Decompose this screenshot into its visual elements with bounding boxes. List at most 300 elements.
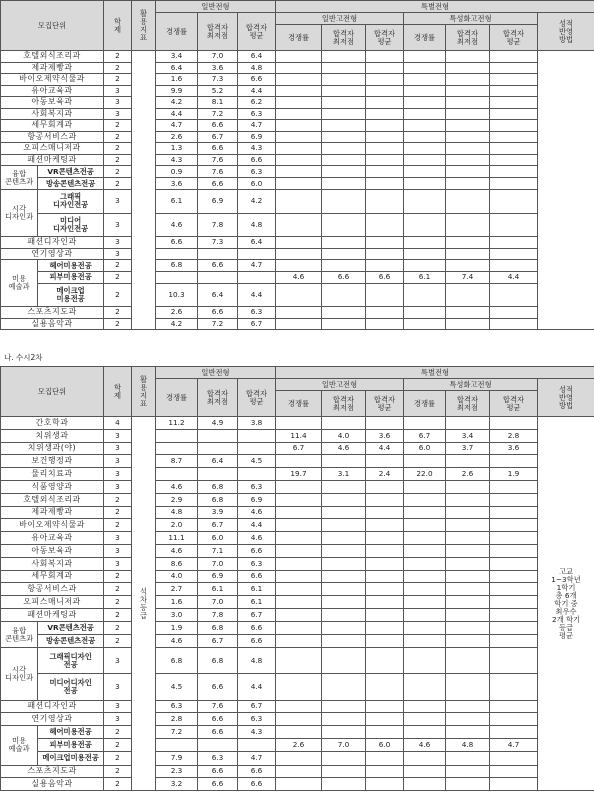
grade-cell: 2 [104,596,132,609]
value-cell [276,752,322,765]
value-cell [366,213,404,237]
value-cell [446,417,490,430]
value-cell [446,154,490,166]
value-cell [276,621,322,634]
table-row [1,455,594,468]
header-comp: 경쟁률 [404,25,446,51]
header-grade: 학 제 [104,1,132,51]
group-name: 융합 콘텐츠과 [1,166,38,189]
value-cell: 4.0 [322,429,366,442]
value-cell [322,765,366,778]
value-cell [490,62,538,74]
value-cell [366,307,404,319]
unit-name: VR콘텐츠전공 [38,166,103,178]
value-cell [404,480,446,493]
value-cell [404,178,446,190]
value-cell: 6.7 [198,635,238,648]
value-cell: 6.6 [238,570,276,583]
unit-name: 패션디자인과 [1,700,104,713]
value-cell [490,237,538,249]
unit-name: 실용음악과 [1,318,104,330]
value-cell [446,166,490,178]
value-cell: 4.3 [238,143,276,155]
value-cell: 0.9 [156,166,198,178]
value-cell [322,166,366,178]
value-cell [490,648,538,674]
table-row [1,544,594,557]
value-cell: 7.8 [198,213,238,237]
value-cell [446,97,490,109]
value-cell [404,493,446,506]
table-row [1,260,594,272]
table-row [1,713,594,726]
value-cell [404,648,446,674]
header-general: 일반전형 [156,1,276,13]
value-cell: 6.6 [238,544,276,557]
value-cell [404,283,446,307]
table-row [1,237,594,249]
value-cell: 4.4 [238,519,276,532]
value-cell: 6.6 [198,120,238,132]
value-cell [156,271,198,283]
value-cell [446,519,490,532]
unit-name: 방송콘텐츠전공 [38,635,103,648]
value-cell [322,752,366,765]
value-cell [366,455,404,468]
value-cell [322,74,366,86]
value-cell: 6.7 [238,318,276,330]
value-cell [156,468,198,481]
value-cell [366,248,404,260]
value-cell [446,62,490,74]
unit-name: 오피스매니저과 [1,596,104,609]
value-cell: 6.6 [156,237,198,249]
header-min: 합격자 최저점 [446,391,490,417]
value-cell: 3.7 [446,442,490,455]
section-title: 나. 수시2차 [4,353,43,362]
value-cell [366,108,404,120]
header-comp: 경쟁률 [276,25,322,51]
value-cell: 6.9 [198,190,238,214]
value-cell: 4.6 [156,544,198,557]
value-cell: 4.2 [156,97,198,109]
value-cell: 4.7 [238,260,276,272]
grade-cell: 2 [104,283,132,307]
value-cell [490,674,538,700]
table-row [1,596,594,609]
value-cell [366,544,404,557]
unit-group-block [1,190,104,237]
unit-name: 그래픽 디자인전공 [38,190,103,213]
value-cell: 7.2 [198,108,238,120]
index-cell [132,51,156,330]
unit-group-block [1,166,104,190]
unit-name: 치위생과(야) [1,442,104,455]
value-cell: 6.6 [198,713,238,726]
value-cell [366,506,404,519]
value-cell: 4.4 [238,283,276,307]
value-cell: 6.8 [156,260,198,272]
value-cell [322,178,366,190]
value-cell [156,248,198,260]
grade-cell: 3 [104,544,132,557]
value-cell: 11.1 [156,532,198,545]
header-min: 합격자 최저점 [198,379,238,417]
group-name: 미용 예술과 [1,260,38,306]
value-cell [322,621,366,634]
value-cell: 3.6 [490,442,538,455]
value-cell [322,544,366,557]
unit-name: 호텔외식조리과 [1,51,104,63]
value-cell: 4.8 [446,739,490,752]
value-cell: 22.0 [404,468,446,481]
table-row [1,442,594,455]
table-row [1,307,594,319]
table-row [1,532,594,545]
grade-cell: 2 [104,726,132,739]
header-index: 활 용 지 표 [132,367,156,417]
value-cell: 6.1 [198,583,238,596]
value-cell: 3.4 [446,429,490,442]
value-cell [404,307,446,319]
value-cell: 4.4 [156,108,198,120]
value-cell: 5.2 [198,85,238,97]
value-cell [404,557,446,570]
value-cell [446,700,490,713]
value-cell [490,417,538,430]
unit-name: 연기영상과 [1,713,104,726]
value-cell [490,120,538,132]
grade-cell: 2 [104,178,132,190]
value-cell: 7.2 [156,726,198,739]
value-cell [276,480,322,493]
value-cell: 3.0 [156,608,198,621]
value-cell [404,108,446,120]
value-cell: 6.6 [198,765,238,778]
value-cell: 6.6 [238,765,276,778]
value-cell [276,417,322,430]
value-cell: 6.4 [238,237,276,249]
value-cell [446,455,490,468]
value-cell: 6.9 [238,493,276,506]
value-cell: 2.6 [276,739,322,752]
grade-cell: 3 [104,532,132,545]
value-cell: 6.3 [238,557,276,570]
value-cell: 6.1 [404,271,446,283]
grade-cell: 3 [104,557,132,570]
value-cell: 6.6 [238,778,276,791]
value-cell [276,700,322,713]
grade-cell: 3 [104,429,132,442]
value-cell: 7.0 [198,596,238,609]
value-cell: 6.3 [156,700,198,713]
value-cell: 10.3 [156,283,198,307]
value-cell: 6.0 [198,532,238,545]
value-cell: 4.8 [238,62,276,74]
value-cell: 9.9 [156,85,198,97]
value-cell: 6.3 [238,108,276,120]
value-cell [156,442,198,455]
value-cell [490,85,538,97]
grade-cell: 3 [104,97,132,109]
value-cell: 3.6 [198,62,238,74]
table-row [1,143,594,155]
value-cell [322,674,366,700]
unit-name: 항공서비스과 [1,583,104,596]
value-cell [490,752,538,765]
value-cell [490,178,538,190]
header-unit: 모집단위 [1,367,104,417]
value-cell: 7.6 [198,154,238,166]
value-cell: 1.6 [156,596,198,609]
table-row [1,557,594,570]
value-cell [276,166,322,178]
value-cell: 1.9 [490,468,538,481]
value-cell [276,97,322,109]
value-cell [490,480,538,493]
value-cell: 4.0 [156,570,198,583]
value-cell [490,726,538,739]
value-cell: 4.8 [238,648,276,674]
unit-name: 세무회계과 [1,570,104,583]
value-cell: 6.6 [198,143,238,155]
value-cell: 8.1 [198,97,238,109]
value-cell [446,752,490,765]
header-avg: 합격자 평균 [366,25,404,51]
header-specialized-hs: 특성화고전형 [404,13,538,25]
grade-cell: 2 [104,166,132,178]
value-cell [322,97,366,109]
value-cell [238,271,276,283]
admissions-table-2 [0,366,594,791]
unit-name: 헤어미용전공 [38,726,103,739]
grade-cell: 2 [104,765,132,778]
value-cell [446,557,490,570]
value-cell: 19.7 [276,468,322,481]
unit-name: 바이오제약식물과 [1,74,104,86]
value-cell [322,648,366,674]
unit-name: 미디어 디자인전공 [38,213,103,236]
header-general-hs: 일반고전형 [276,379,404,391]
unit-group-block [1,726,104,765]
value-cell [322,532,366,545]
value-cell [322,190,366,214]
grade-cell: 2 [104,51,132,63]
value-cell: 7.3 [198,237,238,249]
value-cell: 2.6 [156,131,198,143]
value-cell: 4.6 [322,442,366,455]
grade-cell: 3 [104,248,132,260]
value-cell [322,51,366,63]
grade-cell: 3 [104,455,132,468]
value-cell [322,417,366,430]
value-cell [404,635,446,648]
value-cell [366,635,404,648]
header-comp: 경쟁률 [156,13,198,51]
value-cell [404,166,446,178]
value-cell [446,648,490,674]
value-cell: 7.1 [198,544,238,557]
value-cell [404,700,446,713]
value-cell [490,583,538,596]
value-cell [490,506,538,519]
value-cell [276,74,322,86]
value-cell: 6.3 [238,480,276,493]
value-cell [276,307,322,319]
value-cell: 6.0 [366,739,404,752]
value-cell [490,700,538,713]
value-cell: 6.6 [198,307,238,319]
grade-cell: 2 [104,120,132,132]
group-name: 융합 콘텐츠과 [1,622,38,648]
value-cell: 3.2 [156,778,198,791]
value-cell: 6.7 [276,442,322,455]
grade-cell: 3 [104,648,132,674]
value-cell [276,248,322,260]
table-row [1,62,594,74]
value-cell [490,635,538,648]
value-cell: 2.6 [446,468,490,481]
value-cell [322,455,366,468]
value-cell [366,480,404,493]
value-cell [366,608,404,621]
value-cell: 6.2 [238,97,276,109]
value-cell: 8.7 [156,455,198,468]
value-cell: 6.0 [404,442,446,455]
value-cell [276,596,322,609]
value-cell [490,154,538,166]
value-cell [404,154,446,166]
value-cell: 6.6 [238,74,276,86]
unit-name: 오피스매니저과 [1,143,104,155]
table-row [1,108,594,120]
value-cell [366,648,404,674]
value-cell [366,713,404,726]
value-cell [276,506,322,519]
value-cell [490,166,538,178]
value-cell [404,621,446,634]
value-cell: 6.4 [198,455,238,468]
grade-cell: 2 [104,506,132,519]
value-cell [276,557,322,570]
unit-name: VR콘텐츠전공 [38,622,103,635]
value-cell: 11.2 [156,417,198,430]
header-grade: 학 제 [104,367,132,417]
value-cell [404,120,446,132]
unit-name: 물리치료과 [1,468,104,481]
unit-name: 항공서비스과 [1,131,104,143]
table-row [1,417,594,430]
value-cell: 6.8 [198,480,238,493]
grade-cell: 3 [104,468,132,481]
value-cell [322,596,366,609]
value-cell [404,248,446,260]
value-cell [490,307,538,319]
value-cell [366,674,404,700]
group-name: 시각 디자인과 [1,190,38,236]
value-cell [446,307,490,319]
value-cell [322,85,366,97]
value-cell [490,596,538,609]
value-cell [322,583,366,596]
value-cell [366,583,404,596]
grade-cell: 2 [104,318,132,330]
value-cell [404,74,446,86]
value-cell: 6.1 [238,583,276,596]
table-row [1,120,594,132]
value-cell: 4.7 [238,752,276,765]
value-cell [366,318,404,330]
unit-name: 패션마케팅과 [1,608,104,621]
value-cell [404,583,446,596]
value-cell: 6.1 [238,596,276,609]
value-cell [366,778,404,791]
value-cell: 6.4 [156,62,198,74]
value-cell [276,544,322,557]
unit-name: 제과제빵과 [1,506,104,519]
value-cell [322,143,366,155]
table-row [1,51,594,63]
value-cell: 6.6 [198,674,238,700]
unit-name: 아동보육과 [1,97,104,109]
value-cell [366,120,404,132]
value-cell [276,283,322,307]
value-cell [276,635,322,648]
grade-cell: 2 [104,74,132,86]
value-cell [404,318,446,330]
value-cell [238,248,276,260]
value-cell [404,752,446,765]
value-cell: 6.6 [238,635,276,648]
value-cell [366,557,404,570]
table-row [1,154,594,166]
value-cell [490,778,538,791]
value-cell: 8.6 [156,557,198,570]
value-cell [198,429,238,442]
header-special: 특별전형 [276,1,594,13]
value-cell [490,532,538,545]
grade-cell: 2 [104,739,132,752]
value-cell: 4.4 [238,85,276,97]
value-cell: 7.4 [446,271,490,283]
value-cell: 4.6 [238,532,276,545]
table-row [1,778,594,791]
value-cell: 4.2 [238,190,276,214]
value-cell [276,108,322,120]
unit-name: 사회복지과 [1,108,104,120]
header-min: 합격자 최저점 [322,391,366,417]
value-cell: 6.7 [198,519,238,532]
unit-name: 실용음악과 [1,778,104,791]
header-comp: 경쟁률 [276,391,322,417]
value-cell [276,190,322,214]
value-cell [322,283,366,307]
header-min: 합격자 최저점 [198,13,238,51]
value-cell: 4.6 [156,213,198,237]
value-cell [446,532,490,545]
value-cell [404,519,446,532]
value-cell [446,480,490,493]
value-cell: 2.3 [156,765,198,778]
value-cell [446,85,490,97]
value-cell [366,131,404,143]
value-cell [366,726,404,739]
unit-name: 바이오제약식물과 [1,519,104,532]
grade-cell: 3 [104,190,132,214]
group-name: 시각 디자인과 [1,648,38,699]
value-cell [366,493,404,506]
value-cell: 4.4 [490,271,538,283]
